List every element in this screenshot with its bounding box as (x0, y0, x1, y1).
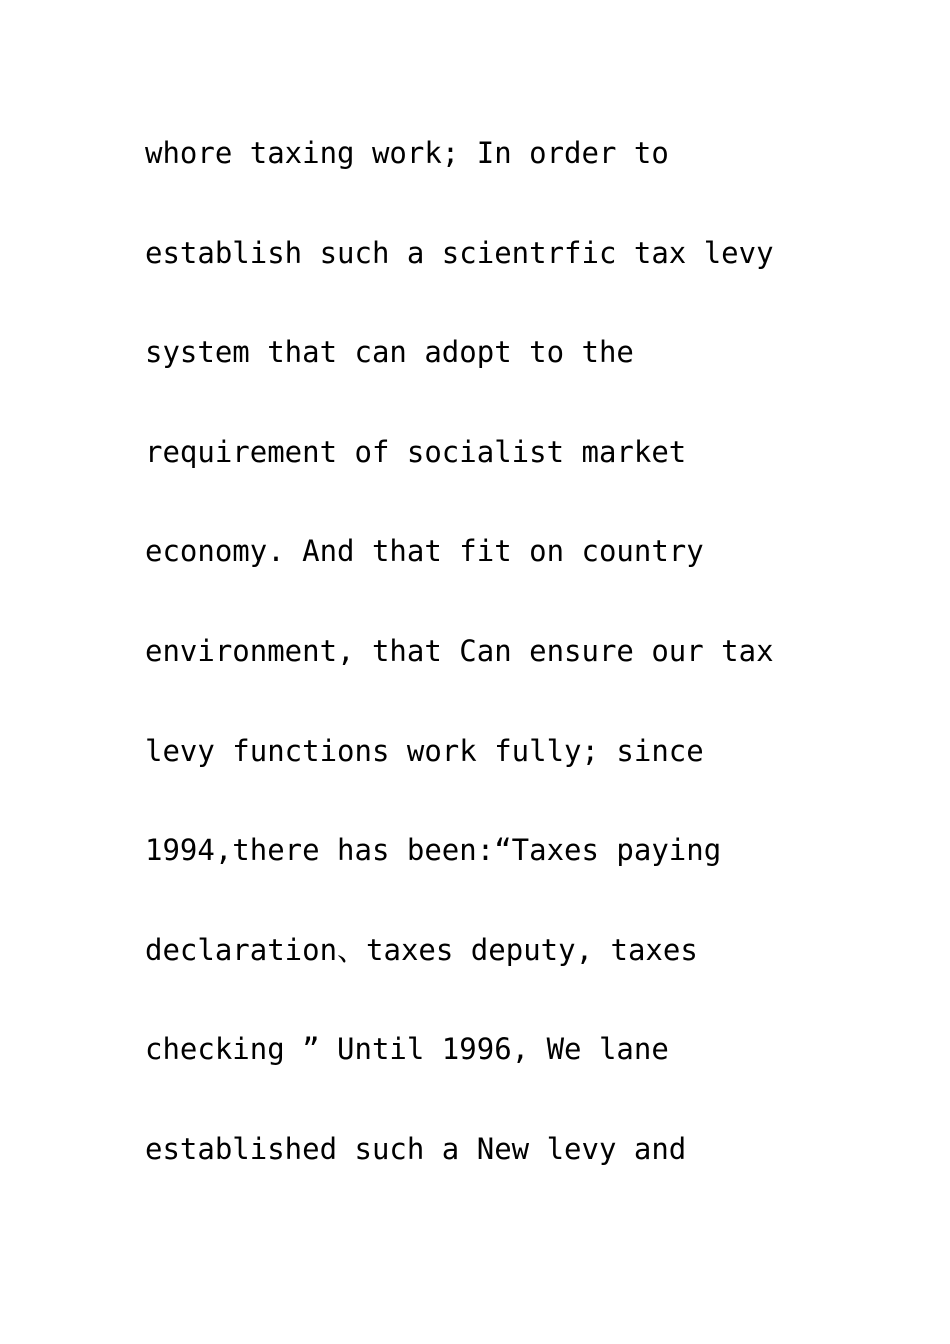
text-line-9: declaration、taxes deputy, taxes (145, 932, 698, 967)
text-line-11: established such a New levy and (145, 1131, 687, 1166)
text-line-10: checking ” Until 1996, We lane (145, 1032, 669, 1067)
text-line-5: economy. And that fit on country (145, 534, 704, 569)
text-line-1: whore taxing work; In order to (145, 136, 669, 170)
text-line-7: levy functions work fully; since (145, 733, 704, 768)
text-line-4: requirement of socialist market (145, 434, 687, 469)
text-line-6: environment, that Can ensure our tax (145, 633, 774, 668)
text-line-2: establish such a scientrfic tax levy (145, 235, 774, 270)
text-line-3: system that can adopt to the (145, 335, 634, 370)
text-line-8: 1994,there has been:“Taxes paying (145, 833, 722, 868)
body-text (145, 128, 905, 1224)
